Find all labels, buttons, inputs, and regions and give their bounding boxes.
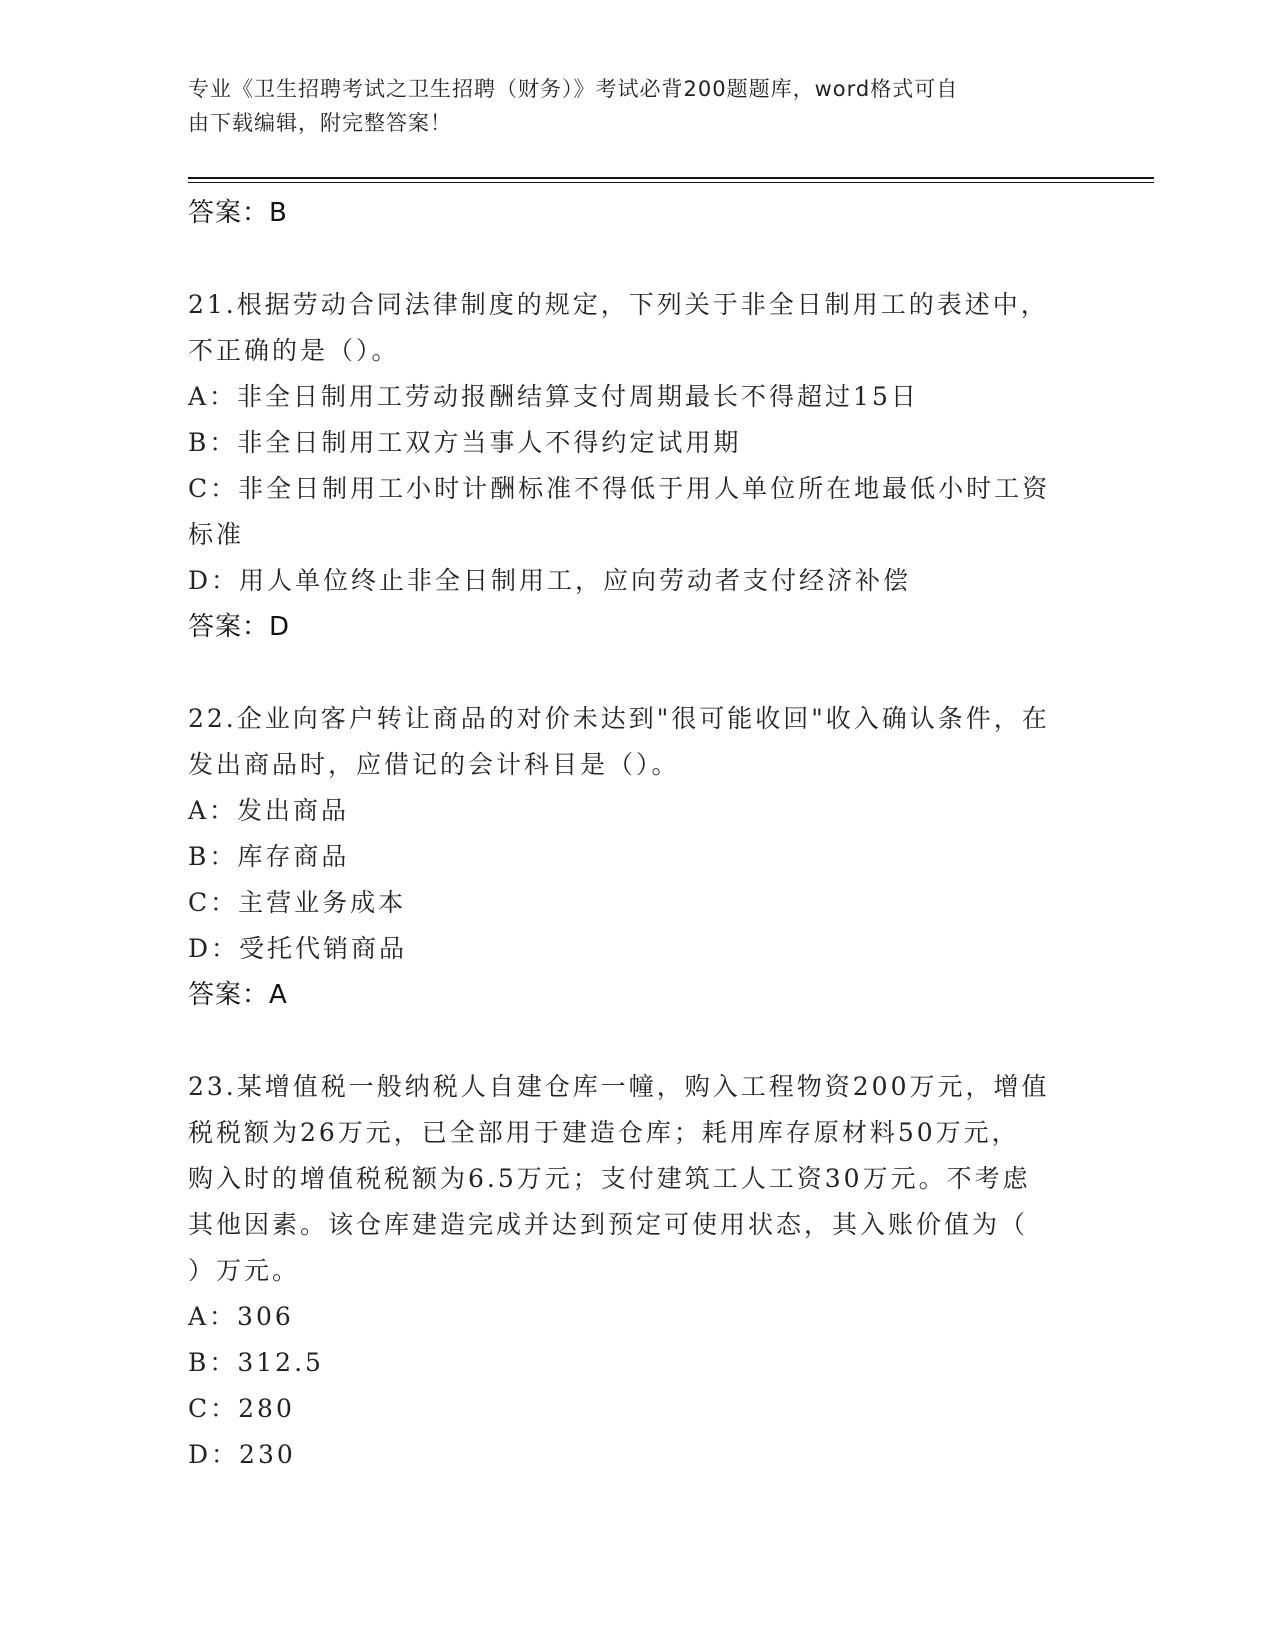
question-21 xyxy=(188,282,1088,650)
spacer xyxy=(188,1018,1088,1064)
option-b: B：312.5 xyxy=(188,1348,324,1377)
option-b: B：库存商品 xyxy=(188,842,350,871)
header-rule-thin xyxy=(188,182,1154,183)
option-c-cont: 标准 xyxy=(188,520,245,549)
spacer xyxy=(188,236,1088,282)
answer: 答案：A xyxy=(188,980,288,1010)
option-c: C：非全日制用工小时计酬标准不得低于用人单位所在地最低小时工资 xyxy=(188,474,1051,503)
answer-previous: 答案：B xyxy=(188,198,288,228)
question-stem: 其他因素。该仓库建造完成并达到预定可使用状态，其入账价值为（ xyxy=(188,1210,1029,1239)
option-a: A：306 xyxy=(188,1302,294,1331)
document-body xyxy=(188,190,1088,1478)
spacer xyxy=(188,650,1088,696)
option-d: D：受托代销商品 xyxy=(188,934,408,963)
question-stem: 购入时的增值税税额为6.5万元；支付建筑工人工资30万元。不考虑 xyxy=(188,1164,1031,1193)
answer: 答案：D xyxy=(188,612,291,642)
question-stem: 23.某增值税一般纳税人自建仓库一幢，购入工程物资200万元，增值 xyxy=(188,1072,1050,1101)
question-23 xyxy=(188,1064,1088,1478)
question-stem: 22.企业向客户转让商品的对价未达到"很可能收回"收入确认条件，在 xyxy=(188,704,1050,733)
question-stem: 不正确的是（）。 xyxy=(188,336,400,365)
option-c: C：主营业务成本 xyxy=(188,888,407,917)
option-c: C：280 xyxy=(188,1394,295,1423)
question-stem: 21.根据劳动合同法律制度的规定，下列关于非全日制用工的表述中， xyxy=(188,290,1049,319)
header-line-2: 由下载编辑，附完整答案！ xyxy=(188,111,452,135)
document-header xyxy=(188,72,1068,140)
option-d: D：用人单位终止非全日制用工，应向劳动者支付经济补偿 xyxy=(188,566,912,595)
option-a: A：非全日制用工劳动报酬结算支付周期最长不得超过15日 xyxy=(188,382,919,411)
option-a: A：发出商品 xyxy=(188,796,350,825)
question-stem: 发出商品时，应借记的会计科目是（）。 xyxy=(188,750,680,779)
header-rule-thick xyxy=(188,177,1154,179)
header-line-1: 专业《卫生招聘考试之卫生招聘（财务）》考试必背200题题库，word格式可自 xyxy=(188,77,959,101)
question-22 xyxy=(188,696,1088,1018)
question-stem: 税税额为26万元，已全部用于建造仓库；耗用库存原材料50万元， xyxy=(188,1118,1020,1147)
question-stem: ）万元。 xyxy=(188,1256,301,1285)
option-b: B：非全日制用工双方当事人不得约定试用期 xyxy=(188,428,742,457)
option-d: D：230 xyxy=(188,1440,296,1469)
